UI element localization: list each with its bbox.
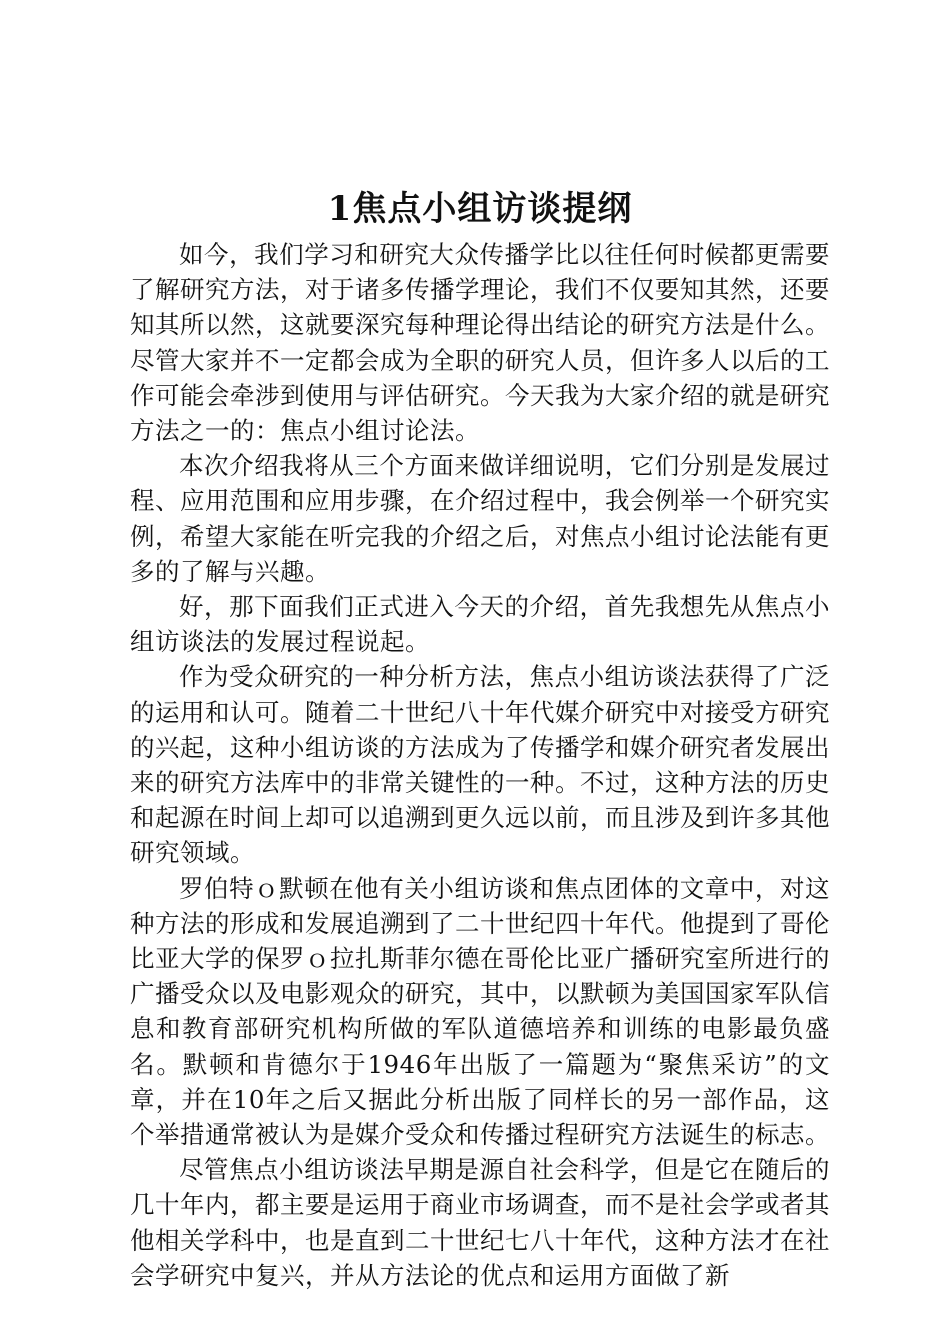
paragraph-6: 尽管焦点小组访谈法早期是源自社会科学，但是它在随后的几十年内，都主要是运用于商业市场调查，而不是社会学或者其他相关学科中，也是直到二十世纪七八十年代，这种方法才在社会学研究中复兴，并从方法论的优点和运用方面做了新 [130, 1155, 830, 1290]
paragraph-1: 如今，我们学习和研究大众传播学比以往任何时候都更需要了解研究方法，对于诸多传播学理论，我们不仅要知其然，还要知其所以然，这就要深究每种理论得出结论的研究方法是什么。尽管大家并不一定都会成为全职的研究人员，但许多人以后的工作可能会牵涉到使用与评估研究。今天我为大家介绍的就是研究方法之一的：焦点小组讨论法。 [130, 240, 830, 446]
paragraph-4: 作为受众研究的一种分析方法，焦点小组访谈法获得了广泛的运用和认可。随着二十世纪八十年代媒介研究中对接受方研究的兴起，这种小组访谈的方法成为了传播学和媒介研究者发展出来的研究方法库中的非常关键性的一种。不过，这种方法的历史和起源在时间上却可以追溯到更久远以前，而且涉及到许多其他研究领域。 [130, 662, 830, 868]
document-body [130, 237, 830, 1293]
paragraph-2: 本次介绍我将从三个方面来做详细说明，它们分别是发展过程、应用范围和应用步骤，在介绍过程中，我会例举一个研究实例，希望大家能在听完我的介绍之后，对焦点小组讨论法能有更多的了解与兴趣。 [130, 451, 830, 586]
paragraph-3: 好，那下面我们正式进入今天的介绍，首先我想先从焦点小组访谈法的发展过程说起。 [130, 592, 830, 657]
document-title: 1焦点小组访谈提纲 [327, 189, 633, 229]
paragraph-5: 罗伯特ｏ默顿在他有关小组访谈和焦点团体的文章中，对这种方法的形成和发展追溯到了二十世纪四十年代。他提到了哥伦比亚大学的保罗ｏ拉扎斯菲尔德在哥伦比亚广播研究室所进行的广播受众以及电影观众的研究，其中，以默顿为美国国家军队信息和教育部研究机构所做的军队道德培养和训练的电影最负盛名。默顿和肯德尔于1946年出版了一篇题为“聚焦采访”的文章，并在10年之后又据此分析出版了同样长的另一部作品，这个举措通常被认为是媒介受众和传播过程研究方法诞生的标志。 [130, 873, 830, 1150]
